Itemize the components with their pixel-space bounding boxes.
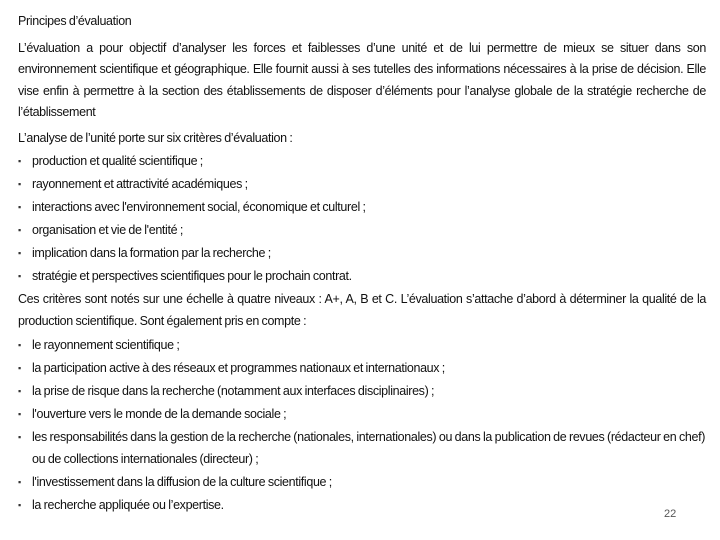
list-item: ▪ la recherche appliquée ou l’expertise. <box>18 495 706 517</box>
intro-paragraph: L’évaluation a pour objectif d’analyser les forces et faiblesses d’une unité et de lui permettre de mieux se situer dans son environnement scientifique et géographique. Elle fournit aussi à ses tutelles des informations nécessaires à la prise de décision. Elle vise enfin à permettre à la section des établissements de disposer d’éléments pour l’analyse globale de la stratégie recherche de l’établissement <box>18 40 706 119</box>
list-item: ▪ la prise de risque dans la recherche (notamment aux interfaces disciplinaires) ; <box>18 381 706 403</box>
list-item: ▪ le rayonnement scientifique ; <box>18 335 706 357</box>
list-item: ▪ rayonnement et attractivité académiques ; <box>18 174 706 196</box>
document-page <box>18 11 706 518</box>
list-item: ▪ les responsabilités dans la gestion de la recherche (nationales, internationales) ou dans la publication de revues (rédacteur en chef) ou de collections internationales (directeur) ; <box>18 427 706 470</box>
section-title: Principes d’évaluation <box>18 14 132 28</box>
list-item: ▪ organisation et vie de l'entité ; <box>18 220 706 242</box>
list-item: ▪ stratégie et perspectives scientifiques pour le prochain contrat. <box>18 266 706 288</box>
list-item: ▪ implication dans la formation par la recherche ; <box>18 243 706 265</box>
also-considered-list <box>18 335 706 516</box>
list-item: ▪ production et qualité scientifique ; <box>18 151 706 173</box>
criteria-list <box>18 151 706 288</box>
list-item: ▪ l'ouverture vers le monde de la demande sociale ; <box>18 404 706 426</box>
list-item: ▪ interactions avec l'environnement social, économique et culturel ; <box>18 197 706 219</box>
list-item: ▪ la participation active à des réseaux et programmes nationaux et internationaux ; <box>18 358 706 380</box>
criteria-intro: L’analyse de l’unité porte sur six critères d’évaluation : <box>18 130 293 145</box>
scale-paragraph: Ces critères sont notés sur une échelle à quatre niveaux : A+, A, B et C. L’évaluation s’attache d’abord à déterminer la qualité de la production scientifique. Sont également pris en compte : <box>18 292 706 328</box>
list-item: ▪ l'investissement dans la diffusion de la culture scientifique ; <box>18 472 706 494</box>
page-number: 22 <box>664 508 677 520</box>
